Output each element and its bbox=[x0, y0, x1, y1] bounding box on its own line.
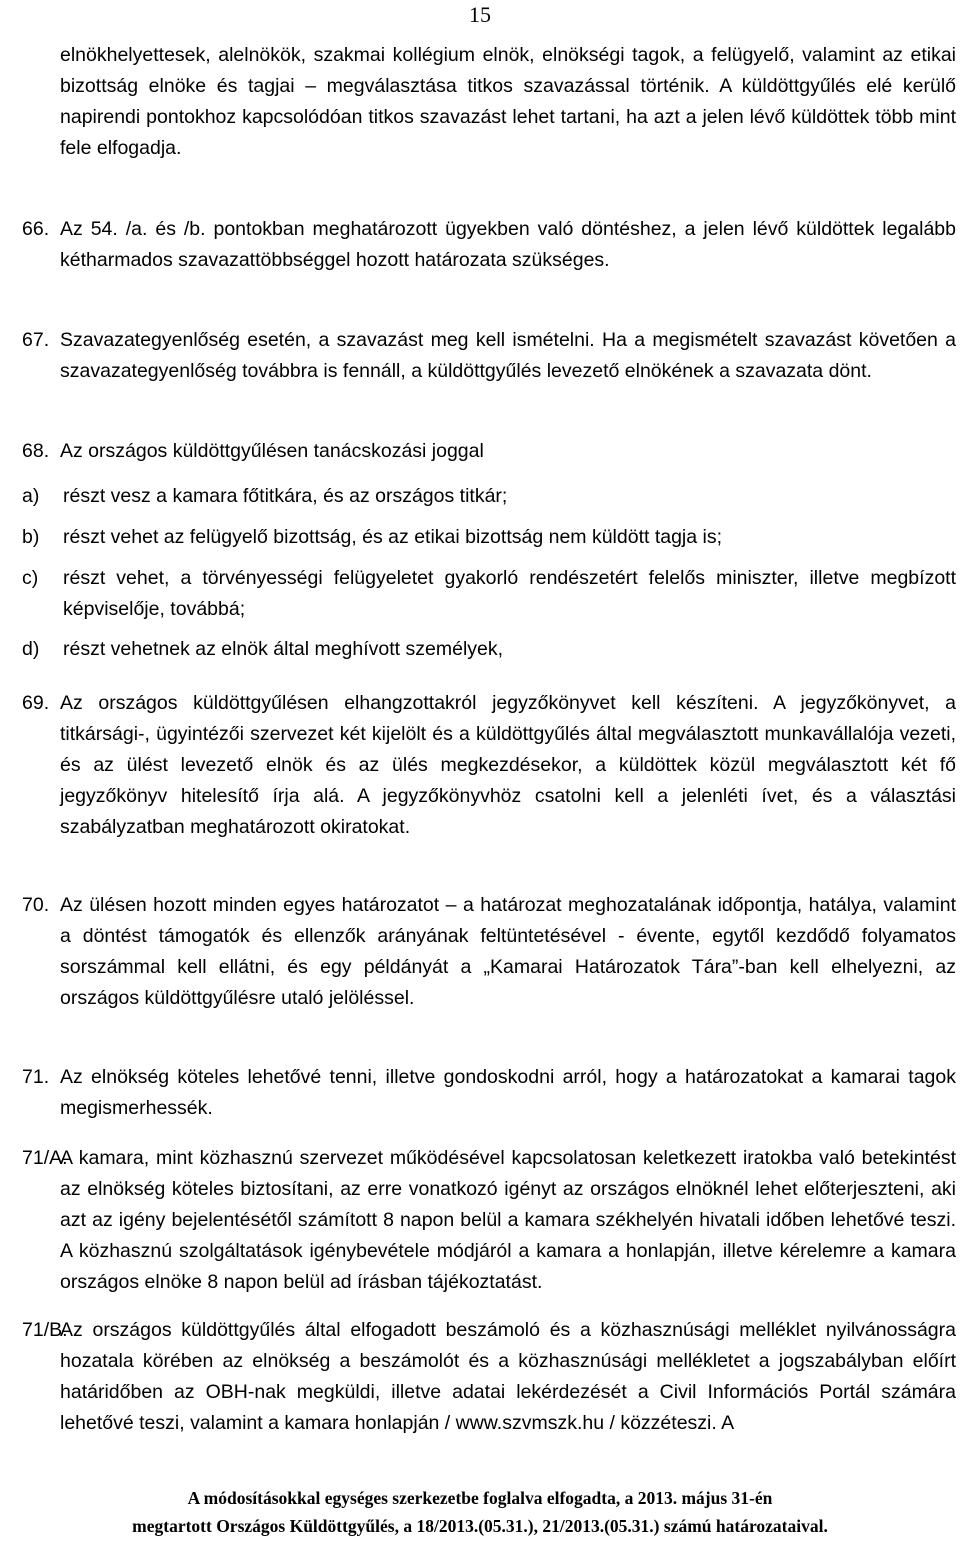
paragraph-number: 69. bbox=[22, 692, 50, 714]
paragraph-text: Az 54. /a. és /b. pontokban meghatározott ügyekben való döntéshez, a jelen lévő küldöttek legalább kétharmados szavazattöbbséggel hozott határozata szükséges. bbox=[60, 218, 956, 271]
sub-item-letter: c) bbox=[22, 567, 39, 589]
numbered-paragraph-66 bbox=[22, 214, 956, 276]
paragraph-text: Szavazategyenlőség esetén, a szavazást meg kell ismételni. Ha a megismételt szavazást követően a szavazategyenlőség továbbra is fennáll, a küldöttgyűlés levezető elnökének a szavazata dönt. bbox=[60, 329, 956, 382]
paragraph-text: Az országos küldöttgyűlésen tanácskozási joggal bbox=[60, 440, 484, 462]
numbered-paragraph-71b bbox=[22, 1315, 956, 1439]
numbered-paragraph-71 bbox=[22, 1062, 956, 1124]
paragraph-text: Az ülésen hozott minden egyes határozatot – a határozat meghozatalának időpontja, hatálya, valamint a döntést támogatók és ellenzők arányának feltüntetésével - évente, egytől kezdődő folyamatos sorszámmal kell ellátni, és egy példányát a „Kamarai Határozatok Tára”-ban kell elhelyezni, az országos küldöttgyűlésre utaló jelöléssel. bbox=[60, 894, 956, 1009]
paragraph-text: Az országos küldöttgyűlésen elhangzottakról jegyzőkönyvet kell készíteni. A jegyzőkönyvet, a titkársági-, ügyintézői szervezet két kijelölt és a küldöttgyűlés által megválasztott munkavállalója vezeti, és az ülést levezető elnök és az ülés megkezdésekor, a küldöttek közül megválasztott két fő jegyzőkönyv hitelesítő írja alá. A jegyzőkönyvhöz csatolni kell a jelenléti ívet, és a választási szabályzatban meghatározott okiratokat. bbox=[60, 692, 956, 838]
paragraph-number: 71/A. bbox=[22, 1147, 68, 1169]
paragraph-text: Az országos küldöttgyűlés által elfogadott beszámoló és a közhasznúsági melléklet nyilvánosságra hozatala körében az elnökség a beszámolót és a közhasznúsági mellékletet a jogszabályban előírt határidőben az OBH-nak megküldi, illetve adatai lekérdezését a Civil Információs Portál számára lehetővé teszi, valamint a kamara honlapján / www.szvmszk.hu / közzéteszi. A bbox=[60, 1319, 956, 1434]
numbered-paragraph-67 bbox=[22, 325, 956, 387]
footer-line-1: A módosításokkal egységes szerkezetbe foglalva elfogadta, a 2013. május 31-én bbox=[187, 1488, 773, 1508]
sub-item-d bbox=[22, 634, 956, 665]
numbered-paragraph-70 bbox=[22, 890, 956, 1014]
page-number: 15 bbox=[469, 2, 491, 27]
sub-item-letter: d) bbox=[22, 638, 40, 660]
intro-paragraph: elnökhelyettesek, alelnökök, szakmai kollégium elnök, elnökségi tagok, a felügyelő, valamint az etikai bizottság elnöke és tagjai – megválasztása titkos szavazással történik. A küldöttgyűlés elé kerülő napirendi pontokhoz kapcsolódóan titkos szavazást lehet tartani, ha azt a jelen lévő küldöttek több mint fele elfogadja. bbox=[60, 44, 956, 159]
sub-item-letter: b) bbox=[22, 526, 40, 548]
paragraph-number: 67. bbox=[22, 329, 50, 351]
sub-item-text: részt vesz a kamara főtitkára, és az országos titkár; bbox=[63, 485, 508, 507]
paragraph-number: 68. bbox=[22, 440, 50, 462]
paragraph-text: A kamara, mint közhasznú szervezet működésével kapcsolatosan keletkezett iratokba való betekintést az elnökség köteles biztosítani, az erre vonatkozó igényt az országos elnöknél lehet előterjeszteni, aki azt az igény bejelentésétől számított 8 napon belül a kamara székhelyén hivatali időben lehetővé teszi. A közhasznú szolgáltatások igénybevétele módjáról a kamara a honlapján, illetve kérelemre a kamara országos elnöke 8 napon belül ad írásban tájékoztatást. bbox=[60, 1147, 956, 1293]
sub-item-text: részt vehet, a törvényességi felügyeletet gyakorló rendészetért felelős miniszter, illetve megbízott képviselője, továbbá; bbox=[63, 567, 956, 620]
numbered-paragraph-69 bbox=[22, 688, 956, 843]
paragraph-number: 71. bbox=[22, 1066, 50, 1088]
paragraph-number: 66. bbox=[22, 218, 50, 240]
sub-item-a bbox=[22, 481, 956, 512]
footer-line-2: megtartott Országos Küldöttgyűlés, a 18/2013.(05.31.), 21/2013.(05.31.) számú határozataival. bbox=[132, 1516, 828, 1536]
paragraph-number: 71/B. bbox=[22, 1319, 68, 1341]
paragraph-number: 70. bbox=[22, 894, 50, 916]
sub-item-c bbox=[22, 563, 956, 625]
numbered-paragraph-71a bbox=[22, 1143, 956, 1298]
numbered-paragraph-68 bbox=[22, 436, 956, 467]
sub-item-letter: a) bbox=[22, 485, 40, 507]
sub-item-b bbox=[22, 522, 956, 553]
paragraph-text: Az elnökség köteles lehetővé tenni, illetve gondoskodni arról, hogy a határozatokat a kamarai tagok megismerhessék. bbox=[60, 1066, 956, 1119]
sub-item-text: részt vehet az felügyelő bizottság, és az etikai bizottság nem küldött tagja is; bbox=[63, 526, 723, 548]
sub-item-text: részt vehetnek az elnök által meghívott személyek, bbox=[63, 638, 504, 660]
